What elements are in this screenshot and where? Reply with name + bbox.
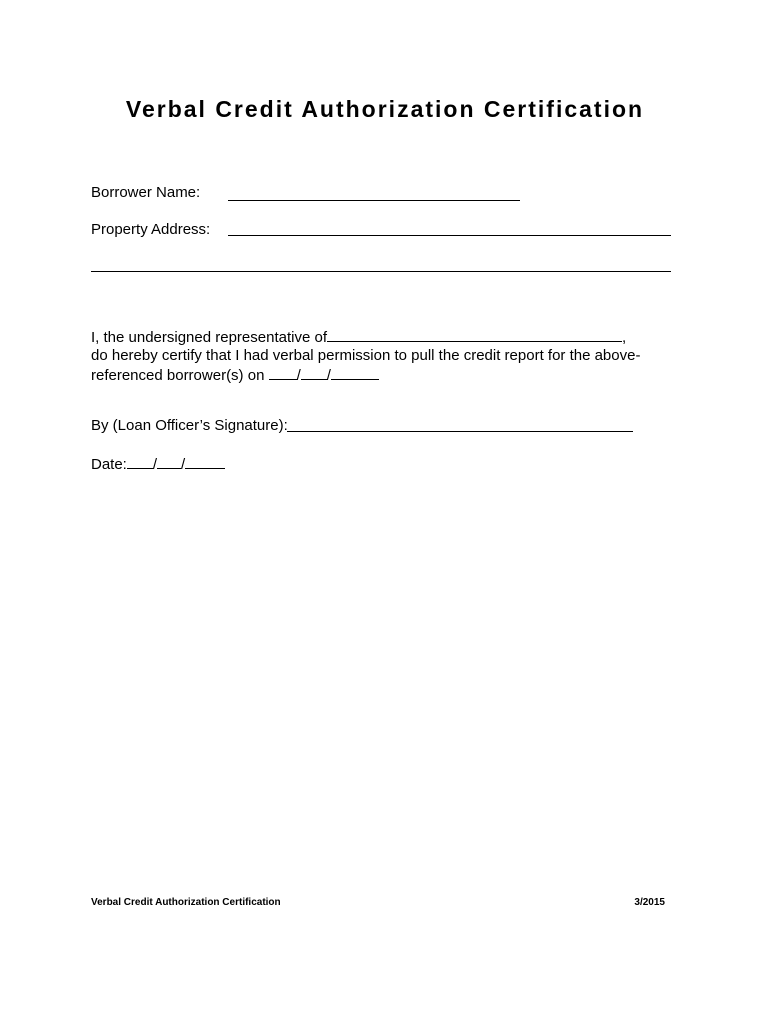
date-sep-2: / [181, 456, 186, 473]
property-address-label: Property Address: [91, 221, 211, 238]
permission-date-sep-1: / [296, 367, 301, 384]
permission-year-field[interactable] [331, 365, 379, 380]
date-line [91, 454, 225, 474]
date-label: Date: [91, 456, 127, 473]
certification-line-2: do hereby certify that I had verbal permission to pull the credit report for the above- [91, 347, 641, 364]
certification-line-3 [91, 365, 651, 385]
permission-month-field[interactable] [269, 365, 297, 380]
certification-line-1 [91, 327, 651, 347]
date-month-field[interactable] [127, 454, 153, 469]
date-day-field[interactable] [157, 454, 181, 469]
signature-field[interactable] [287, 431, 633, 432]
footer-version: 3/2015 [634, 897, 665, 908]
borrower-name-field[interactable] [228, 200, 520, 201]
permission-date-sep-2: / [326, 367, 331, 384]
permission-day-field[interactable] [301, 365, 327, 380]
date-year-field[interactable] [185, 454, 225, 469]
property-address-line2-field[interactable] [91, 271, 671, 272]
certification-representative-text: I, the undersigned representative of [91, 329, 327, 346]
property-address-field[interactable] [228, 235, 671, 236]
document-title: Verbal Credit Authorization Certification [125, 96, 645, 122]
certification-paragraph [91, 327, 651, 385]
date-sep-1: / [152, 456, 158, 473]
representative-company-field[interactable] [327, 327, 622, 342]
footer-title: Verbal Credit Authorization Certification [91, 897, 281, 908]
signature-label: By (Loan Officer’s Signature): [91, 417, 288, 434]
certification-referenced-text: referenced borrower(s) on [91, 367, 265, 384]
certification-comma: , [622, 329, 627, 346]
borrower-name-label: Borrower Name: [91, 184, 201, 201]
